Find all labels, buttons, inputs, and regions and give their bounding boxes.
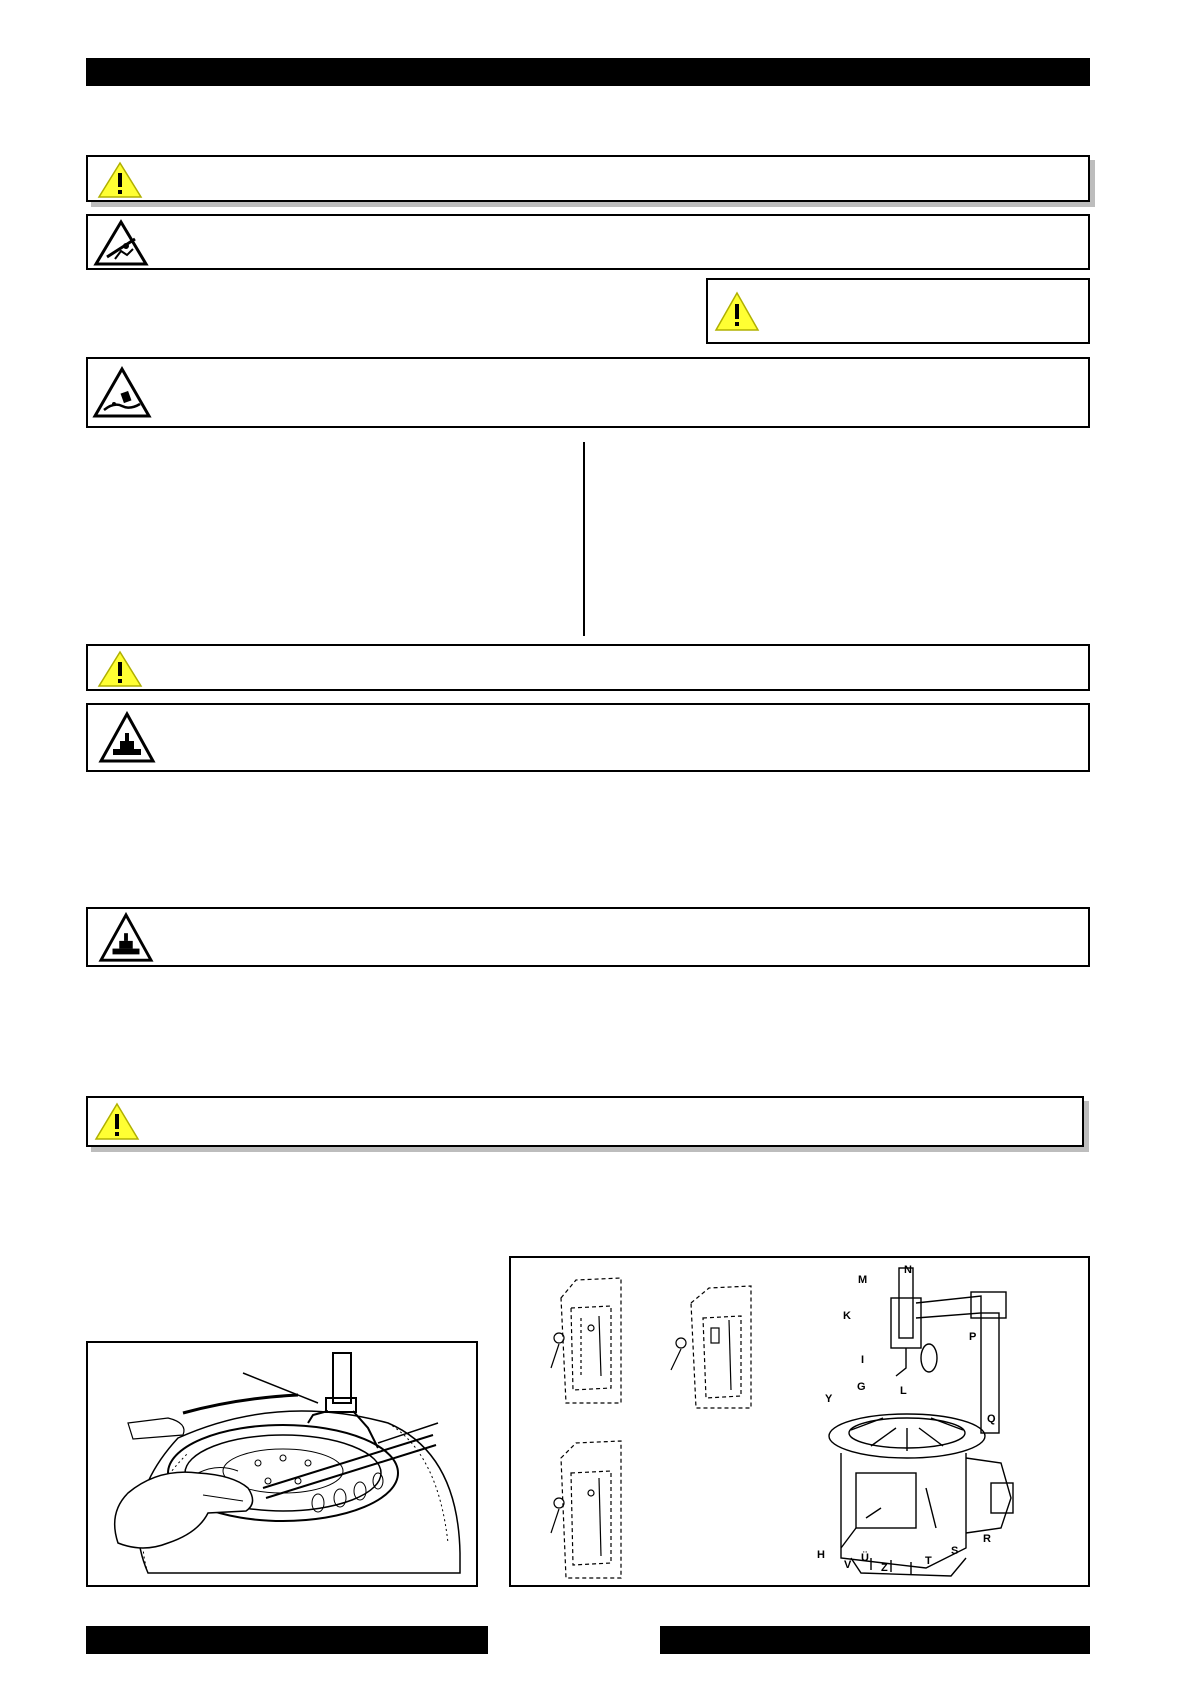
- warning-triangle-icon: [713, 290, 761, 334]
- part-label-r: R: [983, 1533, 991, 1545]
- warning-box-3: [86, 1096, 1084, 1147]
- part-label-t: T: [925, 1555, 932, 1567]
- part-label-z: Z: [881, 1562, 888, 1574]
- machine-hazard-box-2: [86, 907, 1090, 967]
- figure-machine-overview: [509, 1256, 1090, 1587]
- part-label-k: K: [843, 1310, 851, 1322]
- part-label-h: H: [817, 1549, 825, 1561]
- warning-box-2: [86, 644, 1090, 691]
- part-label-s: S: [951, 1545, 959, 1557]
- machine-hazard-icon: [98, 912, 154, 964]
- header-bar: [86, 58, 1090, 86]
- warning-triangle-icon: [93, 1101, 141, 1143]
- part-label-i: I: [861, 1354, 865, 1366]
- machine-hazard-icon: [98, 711, 156, 765]
- environment-hazard-box: [86, 357, 1090, 428]
- part-label-g: G: [857, 1381, 866, 1393]
- part-label-n: N: [904, 1264, 912, 1276]
- column-divider: [583, 442, 585, 636]
- clamp-detail-2: [671, 1286, 751, 1408]
- rim-clamp-illustration: [88, 1343, 476, 1585]
- machine-overview-illustration: [511, 1258, 1088, 1585]
- part-label-u-umlaut: Ü: [861, 1552, 869, 1564]
- footer-bar-right: [660, 1626, 1090, 1654]
- crush-hazard-icon: [93, 219, 149, 267]
- part-label-m: M: [858, 1274, 868, 1286]
- warning-box-1: [86, 155, 1090, 202]
- clamp-detail-3: [551, 1441, 621, 1578]
- part-label-v: V: [844, 1559, 852, 1571]
- warning-triangle-icon: [96, 160, 144, 200]
- machine-hazard-box-1: [86, 703, 1090, 772]
- crush-hazard-box: [86, 214, 1090, 270]
- part-label-l: L: [900, 1385, 907, 1397]
- part-label-q: Q: [987, 1413, 996, 1425]
- clamp-detail-1: [551, 1278, 621, 1403]
- warning-triangle-icon: [96, 649, 144, 689]
- environment-hazard-icon: [92, 366, 152, 420]
- footer-bar-left: [86, 1626, 488, 1654]
- part-label-y: Y: [825, 1393, 833, 1405]
- part-label-p: P: [969, 1331, 977, 1343]
- tyre-changer-machine: [829, 1268, 1013, 1576]
- figure-rim-clamp: [86, 1341, 478, 1587]
- warning-box-small: [706, 278, 1090, 344]
